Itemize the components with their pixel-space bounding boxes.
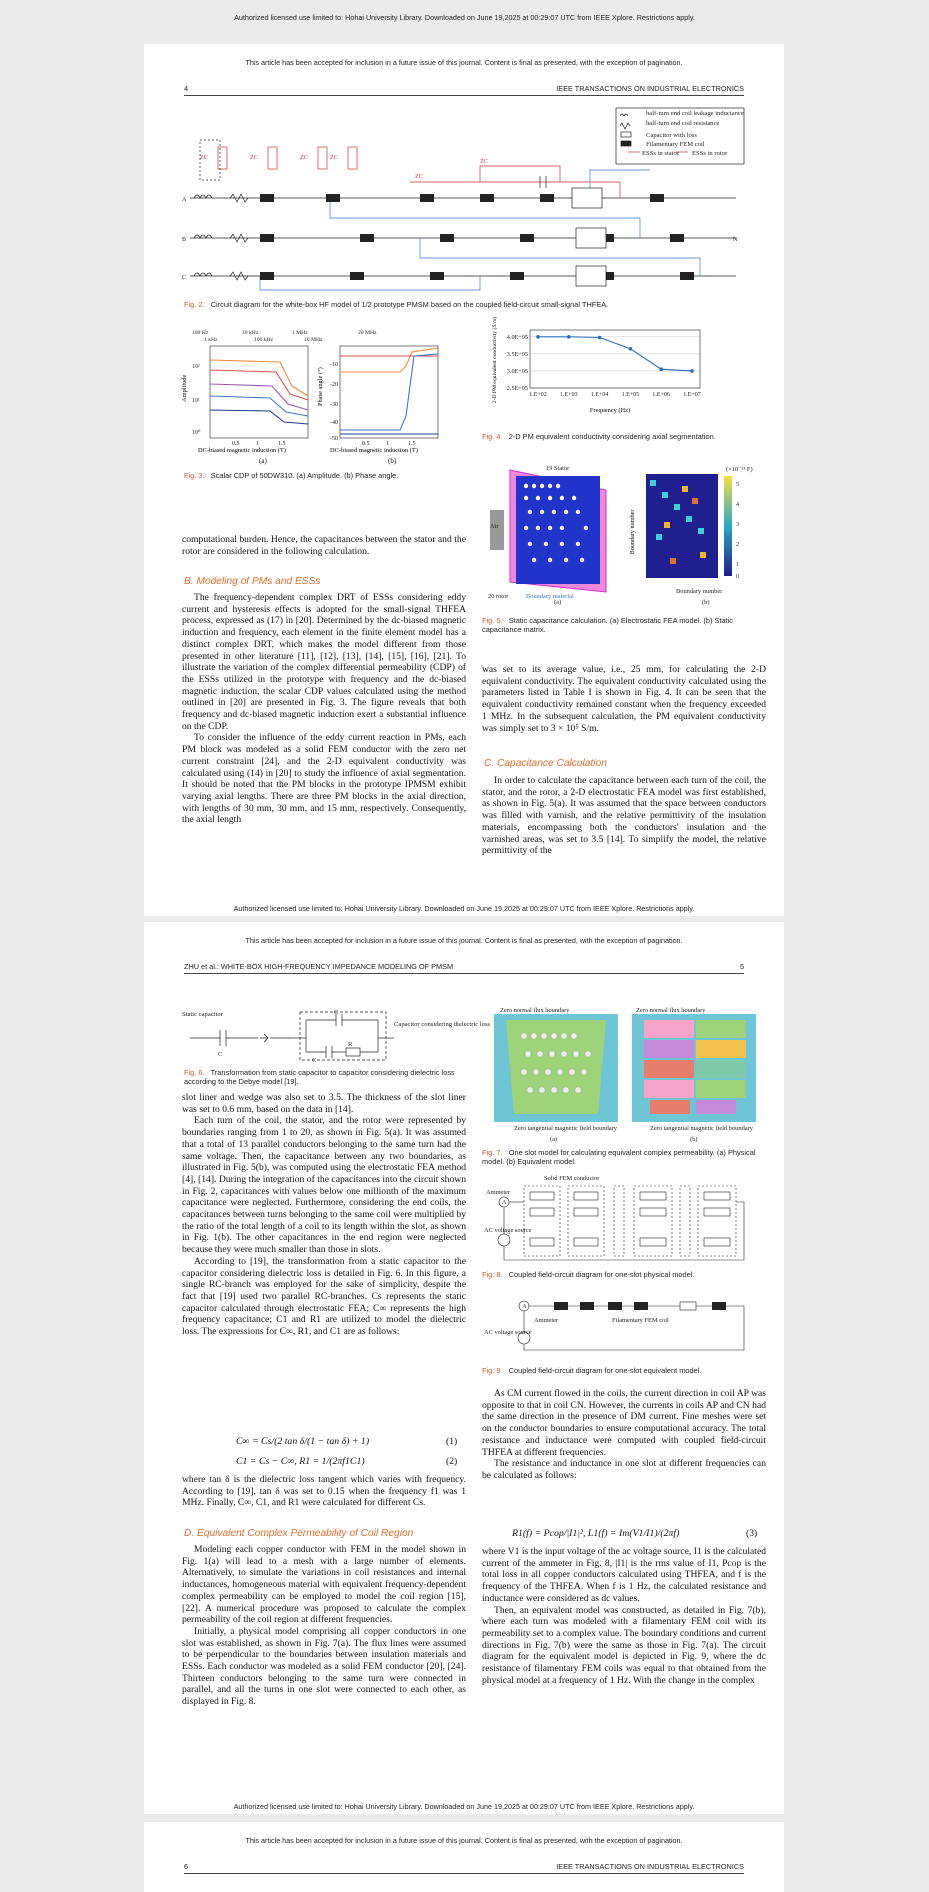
svg-text:4: 4 [736, 502, 739, 508]
svg-text:A: A [502, 1199, 507, 1206]
fig5-ylabel: Boundary number [629, 509, 636, 555]
svg-text:1: 1 [386, 441, 389, 447]
section-b-heading: B. Modeling of PMs and ESSs [184, 576, 321, 587]
p5-right-p2: The resistance and inductance in one slot at different frequencies can be calculated as follows: [482, 1458, 766, 1481]
svg-text:0.5: 0.5 [362, 441, 370, 447]
fig7-slot-model [484, 1006, 766, 1144]
section-c-heading: C. Capacitance Calculation [484, 758, 607, 769]
fig4-ytick-label: 2.5E+05 [506, 385, 528, 392]
svg-text:ZC: ZC [415, 173, 423, 180]
fig3b-sub: (b) [388, 457, 397, 465]
svg-text:1.5: 1.5 [408, 441, 416, 447]
fig2-legend-5: ESSs in rotor [692, 150, 728, 157]
fig3-legend-2: 1 MHz [292, 330, 308, 336]
p5-right-p1: As CM current flowed in the coils, the current direction in coil AP was opposite to that in coil CN. However, the currents in coils AP and CN had the same direction in the presence of DM current. Fine meshes were set on the conductor boundaries to ensure computational accuracy. The total resistance and inductance were computed with coupled field-circuit THFEA at different frequencies. [482, 1388, 766, 1458]
fig3b-ylabel: Phase angle (°) [317, 367, 324, 406]
fig2-circuit-diagram [180, 100, 746, 295]
page-number: 4 [184, 84, 189, 93]
fig5-label-stator: 19 Stator [546, 465, 570, 472]
svg-text:1.5: 1.5 [278, 441, 286, 447]
p5-left-p6: Initially, a physical model comprising all copper conductors in one slot was established, as shown in Fig. 7(a). The flux lines were assumed to be perpendicular to the boundaries between insulation materials and ESSs. Each conductor was modeled as a solid FEM conductor [20], [24]. Thirteen conductors belonging to the same turn were connected in parallel, and all the turns in one slot were connected to each other, as displayed in Fig. 8. [182, 1625, 466, 1708]
fig4-xtick-label: 1.E+02 [529, 392, 547, 398]
svg-text:B: B [182, 236, 187, 243]
fig6-capacitor-diagram [180, 1008, 491, 1064]
svg-text:3: 3 [736, 522, 739, 528]
fig2-legend-2: Capacitor with loss [646, 132, 697, 139]
fig9-caption [482, 1366, 772, 1375]
fig5-label-boundary-material: Boundary material [526, 593, 574, 600]
fig5b-sub: (b) [702, 599, 710, 606]
svg-text:1: 1 [736, 562, 739, 568]
fig3-caption [184, 471, 464, 480]
fig5-caption [482, 616, 772, 634]
fig4-data-point [536, 335, 540, 339]
fig4-plot-area [530, 330, 700, 388]
svg-text:ZC: ZC [250, 154, 258, 161]
equation-2: C1 = Cs − C∞, R1 = 1/(2πf1C1) [236, 1456, 365, 1467]
section-b-p2: To consider the influence of the eddy current reaction in PMs, each PM block was modeled as a solid FEM conductor with the zero net current constraint [24], and the 2-D equivalent conductivity was calculated using (14) in [20] to study the influence of axial segmentation. It should be noted that the PM blocks in the prototype IPMSM exhibit varying axial lengths. There are three PM blocks in the axial direction, with lengths of 30 mm, 30 mm, and 15 mm, respectively. Consequently, the axial length [182, 732, 466, 826]
journal-name: IEEE TRANSACTIONS ON INDUSTRIAL ELECTRONICS [556, 84, 744, 93]
p5-left-p1: slot liner and wedge was also set to 3.5. The thickness of the slot liner was set to 0.6 mm, based on the data in [14]. [182, 1092, 466, 1115]
svg-text:1: 1 [256, 441, 259, 447]
svg-text:0: 0 [736, 574, 739, 580]
fig4-xtick-label: 1.E+04 [590, 392, 609, 398]
fig5-label-air: Air [490, 523, 499, 530]
p5-left-col-b [182, 1474, 466, 1509]
fig7a-sub: (a) [550, 1136, 558, 1143]
page-number: 6 [184, 1862, 189, 1871]
fig4-data-point [567, 335, 571, 339]
svg-text:C: C [312, 1057, 317, 1064]
fig2-legend-0: half-turn end coil leakage inductance [646, 110, 744, 117]
page-number: 5 [739, 962, 744, 971]
page-5 [144, 922, 784, 1814]
svg-text:C: C [334, 1009, 339, 1016]
fig6-caption-label: Fig. 6. [184, 1068, 205, 1077]
fig4-ylabel: 2-D PM equivalent conductivity (S/m) [492, 316, 498, 404]
fig9-label-source: AC voltage source [484, 1329, 532, 1336]
p4-left-col [182, 592, 466, 826]
fig4-xlabel: Frequency (Hz) [589, 407, 631, 414]
fig4-data-point [598, 336, 602, 340]
p5-left-col [182, 1092, 466, 1338]
p4-right-text-top: was set to its average value, i.e., 25 mm, for calculating the 2-D equivalent conductivity. The equivalent conductivity calculated using the parameters listed in Table I is shown in Fig. 4. It can be seen that the equivalent conductivity remained constant when the frequency exceeded 1 MHz. In the subsequent calculation, the PM equivalent conductivity was simply set to 3 × 10⁵ S/m. [482, 664, 766, 734]
svg-text:ZC: ZC [200, 154, 208, 161]
page-6 [144, 1822, 784, 1892]
license-notice: Authorized licensed use limited to: Hohai University Library. Downloaded on June 19,2025 at 00:29:07 UTC from IEEE Xplore. Restrictions apply. [234, 13, 695, 22]
license-notice-footer: Authorized licensed use limited to: Hohai University Library. Downloaded on June 19,2025 at 00:29:07 UTC from IEEE Xplore. Restrictions apply. [233, 904, 695, 913]
fig4-caption [482, 432, 762, 441]
fig8-caption [482, 1270, 772, 1279]
fig7b-sub: (b) [690, 1136, 698, 1143]
fig4-ytick-label: 3.0E+05 [506, 367, 528, 375]
fig7-label-a-bottom: Zero tangential magnetic field boundary [514, 1125, 617, 1132]
svg-text:A: A [182, 196, 187, 203]
fig3-legend-0: 100 Hz [192, 330, 209, 336]
fig3-legend-6: 10 MHz [304, 337, 323, 343]
fig3-caption-label: Fig. 3. [184, 471, 205, 480]
running-head [184, 84, 744, 96]
p5-left-p5: Modeling each copper conductor with FEM in the model shown in Fig. 1(a) will lead to a mesh with a large number of elements. Alternatively, to simulate the variations in coil resistances and internal inductances, homogeneous material with equivalent frequency-dependent complex permeability can be employed to model the coil region [15], [22]. A numerical procedure was proposed to calculate the complex permeability of the coil region at different frequencies. [182, 1544, 466, 1626]
fig4-xtick-label: 1.E+03 [560, 392, 578, 398]
fig5a-sub: (a) [554, 599, 562, 606]
p5-right-col-b [482, 1546, 766, 1686]
fig5-label-rotor: 20 rotor [488, 593, 509, 600]
fig4-xtick-label: 1.E+05 [621, 392, 640, 398]
fig5-caption-label: Fig. 5. [482, 616, 503, 625]
fig4-data-point [629, 347, 633, 351]
equation-3: R1(f) = Pcop/|I1|², L1(f) = Im(V1/I1)/(2πf) [512, 1528, 680, 1539]
fig9-equivalent-circuit [484, 1294, 766, 1354]
journal-name: IEEE TRANSACTIONS ON INDUSTRIAL ELECTRONICS [556, 1862, 744, 1871]
fig7-label-b-bottom: Zero tangential magnetic field boundary [650, 1125, 753, 1132]
svg-text:10⁰: 10⁰ [192, 430, 201, 436]
svg-text:-10: -10 [330, 362, 338, 368]
svg-text:N: N [733, 236, 738, 243]
fig4-data-point [690, 369, 694, 373]
p4-left-col-top [182, 534, 466, 557]
section-c-p1: In order to calculate the capacitance between each turn of the coil, the stator, and the rotor, a 2-D electrostatic FEA model was first established, as shown in Fig. 5(a). It was assumed that the space between conductors was filled with varnish, and the relative permittivity of the insulation materials, encompassing both the conductors' insulation and the varnished areas, was set to 3.5 [14]. To simplify the model, the relative permittivity of the [482, 775, 766, 857]
p5-left-p2: Each turn of the coil, the stator, and the rotor were represented by boundaries ranging from 1 to 20, as shown in Fig. 5(a). It was assumed that a total of 13 parallel conductors belonging to the same turn had the same voltage. Then, the capacitance between any two boundaries, as illustrated in Fig. 5(b), was computed using the electrostatic FEA method [4], [14]. During the integration of the capacitances into the circuit shown in Fig. 2, capacitances with values below one millionth of the maximum capacitance were neglected. Furthermore, considering the end coils, the capacitances between turns belonging to the same coil were multiplied by the ratio of the total length of a coil to its length within the slot, as shown in Fig. 1(b). The other capacitances in the end region were neglected because they were much smaller than those in slots. [182, 1115, 466, 1256]
section-d-heading: D. Equivalent Complex Permeability of Coil Region [184, 1528, 414, 1539]
p5-right-p3: where V1 is the input voltage of the ac voltage source, I1 is the calculated current of the ammeter in Fig. 8, |I1| is the rms value of I1, Pcop is the total loss in all copper conductors calculated using THFEA, and f is the frequency of the THFEA. When f is 1 Hz, the calculated resistance and inductance were considered as dc values. [482, 1546, 766, 1604]
svg-text:10²: 10² [192, 364, 200, 370]
fig3a-xlabel: DC-biased magnetic induction (T) [198, 447, 286, 454]
fig4-ytick-label: 4.0E+05 [506, 333, 528, 341]
accepted-notice: This article has been accepted for inclusion in a future issue of this journal. Content is final as presented, with the exception of pagination. [245, 58, 683, 67]
fig3a-sub: (a) [259, 457, 267, 465]
svg-text:-30: -30 [330, 402, 338, 408]
fig2-caption-label: Fig. 2. [184, 300, 205, 309]
author-head: ZHU et al.: WHITE-BOX HIGH-FREQUENCY IMPEDANCE MODELING OF PMSM [184, 962, 454, 971]
fig6-label-static: Static capacitor [182, 1011, 223, 1018]
svg-text:-40: -40 [330, 420, 338, 426]
fig5-capacitance-figure [486, 462, 766, 604]
fig8-label-ammeter: Ammeter [486, 1189, 511, 1196]
svg-text:0.5: 0.5 [232, 441, 240, 447]
fig5-colorbar-unit: (×10⁻¹¹ F) [726, 466, 753, 473]
equation-1-number: (1) [446, 1436, 458, 1447]
fig3-legend-3: 20 MHz [358, 330, 377, 336]
fig8-label-source: AC voltage source [484, 1227, 532, 1234]
p5-right-col [482, 1388, 766, 1482]
p5-right-p4: Then, an equivalent model was constructed, as detailed in Fig. 7(b), where each turn was modeled with a filamentary FEM coil with its permeability set to a complex value. The boundary conditions and current directions in Fig. 7(b) were the same as those in Fig. 7(a). The circuit diagram for the equivalent model is depicted in Fig. 9, where the dc resistance of filamentary FEM coils was equal to that obtained from the physical model at a frequency of 1 Hz. With the change in the complex [482, 1604, 766, 1686]
svg-text:2: 2 [736, 542, 739, 548]
svg-text:-20: -20 [330, 382, 338, 388]
svg-text:C: C [218, 1051, 223, 1058]
svg-text:10¹: 10¹ [192, 398, 200, 404]
svg-text:C: C [182, 274, 187, 281]
running-head [184, 1862, 744, 1874]
fig6-caption-text: Transformation from static capacitor to capacitor considering dielectric loss according to the Debye model [19]. [184, 1068, 455, 1086]
p4-right-col-top [482, 664, 766, 734]
p4-right-col [482, 775, 766, 857]
fig7-caption-label: Fig. 7. [482, 1148, 503, 1157]
p5-left-p4: where tan δ is the dielectric loss tangent which varies with frequency. According to [19], tan δ was set to 0.15 when the frequency f1 was 1 MHz. Finally, C∞, C1, and R1 were calculated for different Cs. [182, 1474, 466, 1509]
fig8-label-solid: Solid FEM conductor [544, 1175, 600, 1182]
fig5-caption-text: Static capacitance calculation. (a) Electrostatic FEA model. (b) Static capacitance matrix. [482, 616, 733, 634]
fig3-caption-text: Scalar CDP of 50DW310. (a) Amplitude. (b) Phase angle. [210, 471, 399, 480]
svg-text:5: 5 [736, 482, 739, 488]
fig4-caption-text: 2-D PM equivalent conductivity considering axial segmentation. [508, 432, 716, 441]
fig7-caption-text: One slot model for calculating equivalent complex permeability. (a) Physical model. (b) Equivalent model. [482, 1148, 756, 1166]
license-notice-footer: Authorized licensed use limited to: Hohai University Library. Downloaded on June 19,2025 at 00:29:07 UTC from IEEE Xplore. Restrictions apply. [233, 1802, 695, 1811]
p4-text-top: computational burden. Hence, the capacitances between the stator and the rotor are considered in the following calculation. [182, 534, 466, 557]
fig5-xlabel: Boundary number [676, 588, 723, 595]
svg-text:ZC: ZC [300, 154, 308, 161]
fig4-xtick-label: 1.E+07 [683, 392, 701, 398]
svg-text:R: R [348, 1041, 353, 1048]
fig4-caption-label: Fig. 4. [482, 432, 503, 441]
svg-text:-50: -50 [330, 436, 338, 442]
fig3a-ylabel: Amplitude [181, 374, 188, 402]
equation-3-number: (3) [746, 1528, 758, 1539]
svg-text:ZC: ZC [330, 154, 338, 161]
section-b-p1: The frequency-dependent complex DRT of ESSs considering eddy current and hysteresis effects is adopted for the small-signal THFEA process, expressed as (17) in [20]. Determined by the dc-biased magnetic induction and frequency, each element in the finite element model has a distinct complex DRT, which makes the model different from those presented in other literature [11], [12], [13], [14], [15], [16], [21]. To illustrate the variation of the complex differential permeability (CDP) of the ESSs utilized in the prototype with frequency and the dc-biased magnetic induction, the scalar CDP values calculated using the method outlined in [20] are presented in Fig. 3. The figure reveals that both frequency and dc-biased magnetic induction exert a substantial influence on the CDP. [182, 592, 466, 732]
fig8-caption-label: Fig. 8. [482, 1270, 503, 1279]
fig3-legend-5: 100 kHz [254, 337, 274, 343]
fig3-legend-4: 1 kHz [204, 337, 218, 343]
fig3-legend-1: 10 kHz [242, 330, 259, 336]
fig4-chart [482, 316, 720, 421]
fig7-label-a-top: Zero normal flux boundary [500, 1007, 570, 1014]
page-4 [144, 44, 784, 916]
accepted-notice: This article has been accepted for inclusion in a future issue of this journal. Content is final as presented, with the exception of pagination. [245, 936, 683, 945]
fig9-label-ammeter: Ammeter [534, 1317, 559, 1324]
fig4-data-point [659, 367, 663, 371]
fig4-xtick-label: 1.E+06 [652, 392, 670, 398]
fig2-legend-1: half-turn end coil resistance [646, 120, 720, 127]
fig8-physical-circuit [484, 1172, 766, 1264]
fig7-caption [482, 1148, 772, 1166]
fig4-ytick-label: 3.5E+05 [506, 350, 528, 358]
equation-2-number: (2) [446, 1456, 458, 1467]
p5-left-col-c [182, 1544, 466, 1708]
fig6-caption [184, 1068, 464, 1086]
fig6-label-loss: Capacitor considering dielectric loss [394, 1021, 491, 1028]
fig2-legend-4: ESSs in stator [642, 150, 680, 157]
fig9-label-coil: Filamentary FEM coil [612, 1317, 669, 1324]
fig3b-xlabel: DC-biased magnetic induction (T) [330, 447, 418, 454]
equation-1: C∞ = Cs/(2 tan δ/(1 − tan δ) + 1) [236, 1436, 370, 1447]
fig9-caption-label: Fig. 9. [482, 1366, 503, 1375]
fig9-caption-text: Coupled field-circuit diagram for one-slot equivalent model. [508, 1366, 702, 1375]
fig2-caption-text: Circuit diagram for the white-box HF model of 1/2 prototype PMSM based on the coupled field-circuit small-signal THFEA. [210, 300, 609, 309]
fig2-caption [184, 300, 744, 309]
svg-text:A: A [522, 1303, 527, 1310]
svg-text:ZC: ZC [480, 158, 488, 165]
accepted-notice: This article has been accepted for inclusion in a future issue of this journal. Content is final as presented, with the exception of pagination. [245, 1836, 683, 1845]
fig7-label-b-top: Zero normal flux boundary [636, 1007, 706, 1014]
p5-left-p3: According to [19], the transformation from a static capacitor to the capacitor considering dielectric loss is detailed in Fig. 6. In this figure, a single RC-branch was employed for the sake of simplicity, despite the fact that [19] used two parallel RC-branches. Cs represents the static capacitor calculated through electrostatic FEA; C∞ represents the high frequency capacitance; C1 and R1 are utilized to model the dielectric loss. The expressions for C∞, R1, and C1 are as follows: [182, 1255, 466, 1338]
fig2-legend-3: Filamentary FEM coil [646, 141, 705, 148]
running-head [184, 962, 744, 974]
fig8-caption-text: Coupled field-circuit diagram for one-slot physical model. [508, 1270, 695, 1279]
fig3-cdp-plots [180, 326, 448, 458]
